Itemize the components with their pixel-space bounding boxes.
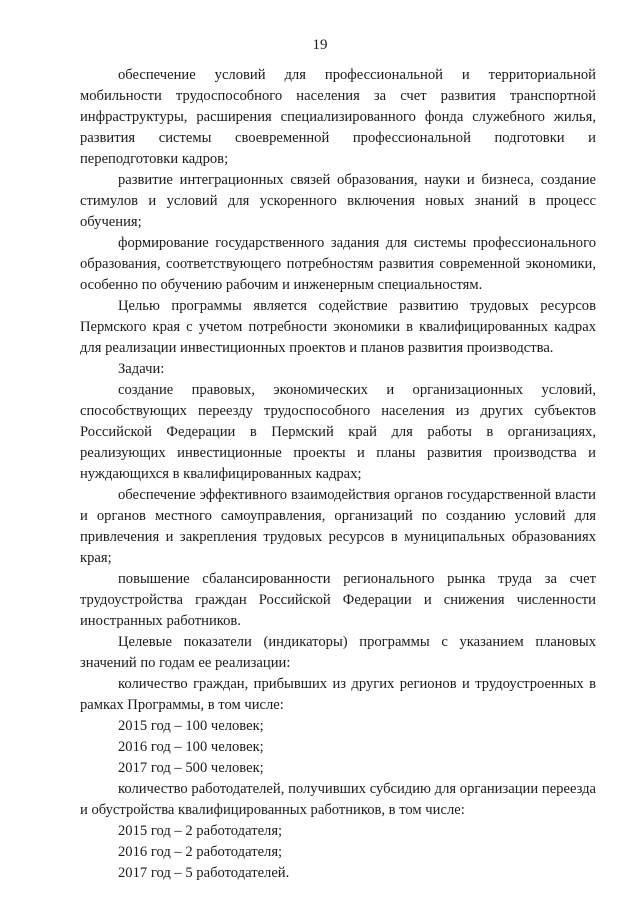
paragraph-employers-count: количество работодателей, получивших субсидию для организации переезда и обустройства квалифицированных работников, в том числе: (80, 781, 596, 818)
paragraph-tasks-heading: Задачи: (118, 361, 165, 377)
paragraph-mobility: обеспечение условий для профессиональной и территориальной мобильности трудоспособного населения за счет развития транспортной инфраструктуры, расширения специализированного фонда служебного жилья, развития системы своевременной профессиональной подготовки и переподготовки кадров; (80, 67, 596, 167)
list-item-citizens-2016: 2016 год – 100 человек; (118, 739, 264, 755)
list-item-citizens-2017: 2017 год – 500 человек; (118, 760, 264, 776)
paragraph-task-conditions: создание правовых, экономических и организационных условий, способствующих переезду трудоспособного населения из других субъектов Российской Федерации в Пермский край для работы в организациях, реализующих инвестиционные проекты и планы развития производства и нуждающихся в квалифицированных кадрах; (80, 382, 596, 482)
page-number: 19 (312, 37, 328, 53)
paragraph-task-cooperation: обеспечение эффективного взаимодействия органов государственной власти и органов местного самоуправления, организаций по созданию условий для привлечения и закрепления трудовых ресурсов в муниципальных образованиях края; (80, 487, 596, 566)
paragraph-citizens-count: количество граждан, прибывших из других регионов и трудоустроенных в рамках Программы, в том числе: (80, 676, 596, 713)
paragraph-program-goal: Целью программы является содействие развитию трудовых ресурсов Пермского края с учетом потребности экономики в квалифицированных кадрах для реализации инвестиционных проектов и планов развития производства. (80, 298, 596, 356)
list-item-employers-2015: 2015 год – 2 работодателя; (118, 823, 283, 839)
list-item-employers-2017: 2017 год – 5 работодателей. (118, 865, 290, 881)
paragraph-integration: развитие интеграционных связей образования, науки и бизнеса, создание стимулов и условий для ускоренного включения новых знаний в процесс обучения; (80, 172, 596, 230)
paragraph-state-assignment: формирование государственного задания для системы профессионального образования, соответствующего потребностям развития современной экономики, особенно по обучению рабочим и инженерным специальностям. (80, 235, 596, 293)
list-item-citizens-2015: 2015 год – 100 человек; (118, 718, 264, 734)
paragraph-indicators-heading: Целевые показатели (индикаторы) программы с указанием плановых значений по годам ее реализации: (80, 634, 596, 671)
paragraph-task-labor-market: повышение сбалансированности регионального рынка труда за счет трудоустройства граждан Российской Федерации и снижения численности иностранных работников. (80, 571, 596, 629)
list-item-employers-2016: 2016 год – 2 работодателя; (118, 844, 283, 860)
document-body (80, 65, 596, 884)
